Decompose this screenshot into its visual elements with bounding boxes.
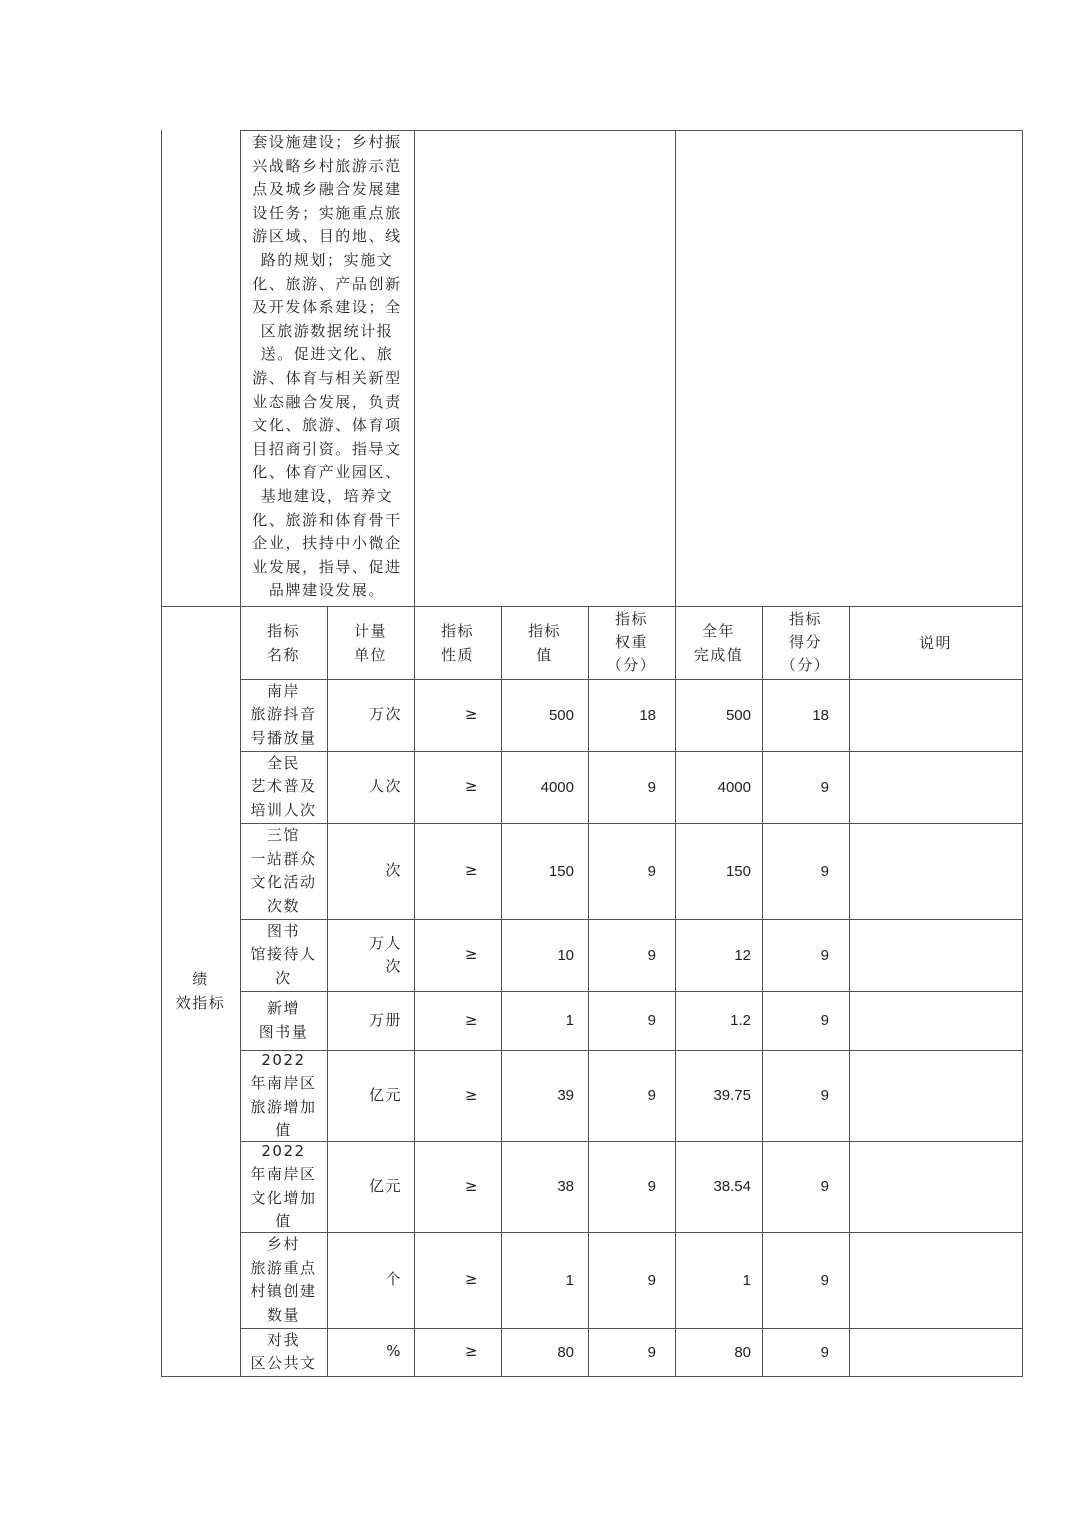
- column-divider: [1022, 130, 1023, 1377]
- header-score-text: 指标 得分 （分）: [780, 610, 831, 674]
- indicator-score-text: 9: [820, 1178, 829, 1195]
- indicator-completion-text: 4000: [717, 778, 751, 796]
- indicator-value: [501, 679, 588, 751]
- responsibilities-description: [242, 131, 412, 603]
- description-line: 套设施建设；乡村振: [252, 133, 402, 151]
- indicator-note: [849, 679, 1022, 751]
- header-completion: [675, 606, 762, 679]
- indicator-value: [501, 919, 588, 991]
- indicator-unit: [327, 823, 414, 919]
- indicator-weight-text: 9: [647, 1012, 656, 1029]
- indicator-weight-text: 9: [647, 778, 656, 796]
- header-value-text: 指标 值: [527, 621, 561, 664]
- indicator-weight: [588, 919, 675, 991]
- indicator-nature-text: ≥: [464, 705, 479, 724]
- indicator-unit-text: 个: [385, 1270, 402, 1289]
- indicator-unit-text: 次: [385, 861, 402, 880]
- indicator-score-text: 9: [820, 778, 829, 796]
- indicator-unit-text: 人次: [368, 777, 402, 796]
- indicator-note: [849, 1141, 1022, 1232]
- indicator-completion: [675, 919, 762, 991]
- header-unit: [327, 606, 414, 679]
- indicator-note: [849, 751, 1022, 823]
- indicator-unit: [327, 751, 414, 823]
- indicator-score: [762, 1232, 849, 1328]
- indicator-name: [240, 679, 327, 751]
- description-line: 业发展，指导、促进: [252, 557, 402, 576]
- indicator-name-text: 2022 年南岸区 文化增加 值: [250, 1141, 317, 1230]
- description-line: 基地建设，培养文: [260, 486, 394, 505]
- indicator-unit-text: 亿元: [368, 1176, 402, 1195]
- indicator-score-text: 9: [820, 1271, 829, 1289]
- description-line: 设任务；实施重点旅: [252, 203, 402, 222]
- indicator-completion-text: 500: [725, 706, 751, 724]
- header-weight-text: 指标 权重 （分）: [606, 610, 657, 674]
- description-line: 路的规划；实施文: [260, 250, 394, 269]
- indicator-name: [240, 1050, 327, 1141]
- header-name-text: 指标 名称: [266, 621, 300, 664]
- indicator-value-text: 10: [557, 946, 574, 964]
- indicator-weight-text: 9: [647, 946, 656, 964]
- indicator-nature: [414, 823, 501, 919]
- indicator-unit: [327, 919, 414, 991]
- indicator-nature-text: ≥: [464, 945, 479, 964]
- indicator-name: [240, 751, 327, 823]
- indicator-nature: [414, 679, 501, 751]
- indicator-score-text: 9: [820, 1012, 829, 1029]
- header-score: [762, 606, 849, 679]
- indicator-name-text: 全民 艺术普及 培训人次: [250, 753, 317, 819]
- indicator-value-text: 80: [557, 1343, 574, 1361]
- indicator-nature: [414, 1050, 501, 1141]
- indicator-note: [849, 991, 1022, 1050]
- indicator-nature-text: ≥: [464, 1085, 479, 1104]
- indicator-completion: [675, 823, 762, 919]
- indicator-unit-text: 万人 次: [368, 933, 402, 975]
- description-line: 游、体育与相关新型: [252, 368, 402, 387]
- indicator-nature-text: ≥: [464, 1010, 479, 1029]
- description-line: 化、旅游、产品创新: [252, 274, 402, 293]
- indicator-value: [501, 751, 588, 823]
- indicator-nature-text: ≥: [464, 1270, 479, 1289]
- indicator-score-text: 9: [820, 862, 829, 880]
- indicator-score: [762, 1328, 849, 1376]
- indicator-weight: [588, 991, 675, 1050]
- indicator-completion-text: 12: [734, 946, 751, 964]
- indicator-name-text: 2022 年南岸区 旅游增加 值: [250, 1050, 317, 1139]
- indicator-weight-text: 9: [647, 862, 656, 880]
- indicator-completion: [675, 679, 762, 751]
- indicator-nature-text: ≥: [464, 1342, 479, 1361]
- indicator-value-text: 39: [557, 1087, 574, 1104]
- description-line: 及开发体系建设；全: [252, 298, 402, 317]
- table-bottom-border: [161, 1376, 1023, 1377]
- header-nature: [414, 606, 501, 679]
- header-note: [849, 606, 1022, 679]
- header-completion-text: 全年 完成值: [693, 621, 744, 664]
- indicator-weight: [588, 751, 675, 823]
- indicator-value-text: 4000: [540, 778, 574, 796]
- description-line: 化、体育产业园区、: [252, 463, 402, 482]
- indicator-completion-text: 150: [725, 862, 751, 880]
- header-name: [240, 606, 327, 679]
- indicator-weight: [588, 1141, 675, 1232]
- indicator-weight-text: 9: [647, 1178, 656, 1195]
- indicator-value-text: 1: [565, 1012, 574, 1029]
- indicator-note: [849, 1050, 1022, 1141]
- indicator-unit: [327, 1232, 414, 1328]
- indicator-value: [501, 1141, 588, 1232]
- section-label: [161, 606, 240, 1376]
- indicator-unit: [327, 1328, 414, 1376]
- indicator-weight-text: 9: [647, 1087, 656, 1104]
- indicator-value-text: 38: [557, 1178, 574, 1195]
- indicator-completion: [675, 751, 762, 823]
- indicator-score: [762, 1050, 849, 1141]
- indicator-nature-text: ≥: [464, 1176, 479, 1195]
- description-line: 兴战略乡村旅游示范: [252, 156, 402, 175]
- indicator-unit: [327, 991, 414, 1050]
- indicator-score: [762, 823, 849, 919]
- indicator-unit: [327, 1141, 414, 1232]
- indicator-value-text: 500: [548, 706, 574, 724]
- indicator-score-text: 9: [820, 1087, 829, 1104]
- indicator-name: [240, 991, 327, 1050]
- description-line: 文化、旅游、体育项: [252, 416, 402, 435]
- indicator-score-text: 9: [820, 946, 829, 964]
- header-note-text: 说明: [918, 633, 952, 652]
- indicator-note: [849, 1232, 1022, 1328]
- indicator-name: [240, 1232, 327, 1328]
- indicator-unit-text: 亿元: [368, 1085, 402, 1104]
- indicator-completion-text: 1.2: [730, 1012, 751, 1029]
- indicator-score: [762, 1141, 849, 1232]
- indicator-name-text: 对我 区公共文: [250, 1330, 317, 1372]
- indicator-name: [240, 823, 327, 919]
- description-line: 游区域、目的地、线: [252, 227, 402, 246]
- indicator-value-text: 1: [565, 1271, 574, 1289]
- indicator-value: [501, 1232, 588, 1328]
- indicator-unit-text: 万册: [368, 1010, 402, 1029]
- description-line: 企业，扶持中小微企: [252, 534, 402, 553]
- header-nature-text: 指标 性质: [440, 621, 474, 664]
- indicator-weight: [588, 1050, 675, 1141]
- description-line: 区旅游数据统计报: [260, 321, 394, 340]
- indicator-completion: [675, 1050, 762, 1141]
- indicator-weight: [588, 1232, 675, 1328]
- indicator-completion: [675, 991, 762, 1050]
- indicator-completion: [675, 1141, 762, 1232]
- indicator-name-text: 新增 图书量: [258, 999, 309, 1041]
- indicator-weight-text: 9: [647, 1343, 656, 1361]
- indicator-weight-text: 9: [647, 1271, 656, 1289]
- indicator-completion: [675, 1328, 762, 1376]
- indicator-score-text: 18: [812, 706, 829, 724]
- indicator-nature: [414, 991, 501, 1050]
- indicator-name: [240, 919, 327, 991]
- description-line: 目招商引资。指导文: [252, 439, 402, 458]
- indicator-nature: [414, 751, 501, 823]
- description-line: 送。促进文化、旅: [260, 345, 394, 364]
- indicator-nature: [414, 1328, 501, 1376]
- indicator-note: [849, 919, 1022, 991]
- indicator-completion-text: 1: [742, 1271, 751, 1289]
- description-line: 化、旅游和体育骨干: [252, 510, 402, 529]
- header-value: [501, 606, 588, 679]
- indicator-name-text: 图书 馆接待人 次: [250, 921, 317, 987]
- description-line: 点及城乡融合发展建: [252, 180, 402, 199]
- indicator-score: [762, 679, 849, 751]
- indicator-completion-text: 38.54: [713, 1178, 751, 1195]
- indicator-unit-text: %: [386, 1342, 402, 1361]
- indicator-name-text: 乡村 旅游重点 村镇创建 数量: [250, 1235, 317, 1324]
- indicator-value-text: 150: [548, 862, 574, 880]
- indicator-nature-text: ≥: [464, 861, 479, 880]
- indicator-weight: [588, 679, 675, 751]
- indicator-name-text: 南岸 旅游抖音 号播放量: [250, 681, 317, 747]
- indicator-nature: [414, 1232, 501, 1328]
- indicator-value: [501, 823, 588, 919]
- indicator-completion-text: 80: [734, 1343, 751, 1361]
- indicator-unit: [327, 1050, 414, 1141]
- header-weight: [588, 606, 675, 679]
- description-line: 业态融合发展，负责: [252, 392, 402, 411]
- indicator-name-text: 三馆 一站群众 文化活动 次数: [250, 826, 317, 915]
- indicator-completion-text: 39.75: [713, 1087, 751, 1104]
- indicator-nature-text: ≥: [464, 777, 479, 796]
- indicator-score-text: 9: [820, 1343, 829, 1361]
- indicator-note: [849, 1328, 1022, 1376]
- indicator-nature: [414, 919, 501, 991]
- indicator-name: [240, 1141, 327, 1232]
- indicator-unit-text: 万次: [368, 705, 402, 724]
- indicator-weight-text: 18: [639, 706, 656, 724]
- indicator-note: [849, 823, 1022, 919]
- section-label-text: 绩 效指标: [175, 970, 226, 1012]
- indicator-score: [762, 919, 849, 991]
- indicator-value: [501, 1050, 588, 1141]
- indicator-value: [501, 991, 588, 1050]
- indicator-completion: [675, 1232, 762, 1328]
- indicator-score: [762, 991, 849, 1050]
- indicator-unit: [327, 679, 414, 751]
- indicator-nature: [414, 1141, 501, 1232]
- indicator-score: [762, 751, 849, 823]
- indicator-weight: [588, 823, 675, 919]
- indicator-name: [240, 1328, 327, 1376]
- indicator-value: [501, 1328, 588, 1376]
- header-unit-text: 计量 单位: [353, 621, 387, 664]
- description-line: 品牌建设发展。: [268, 581, 386, 600]
- indicator-weight: [588, 1328, 675, 1376]
